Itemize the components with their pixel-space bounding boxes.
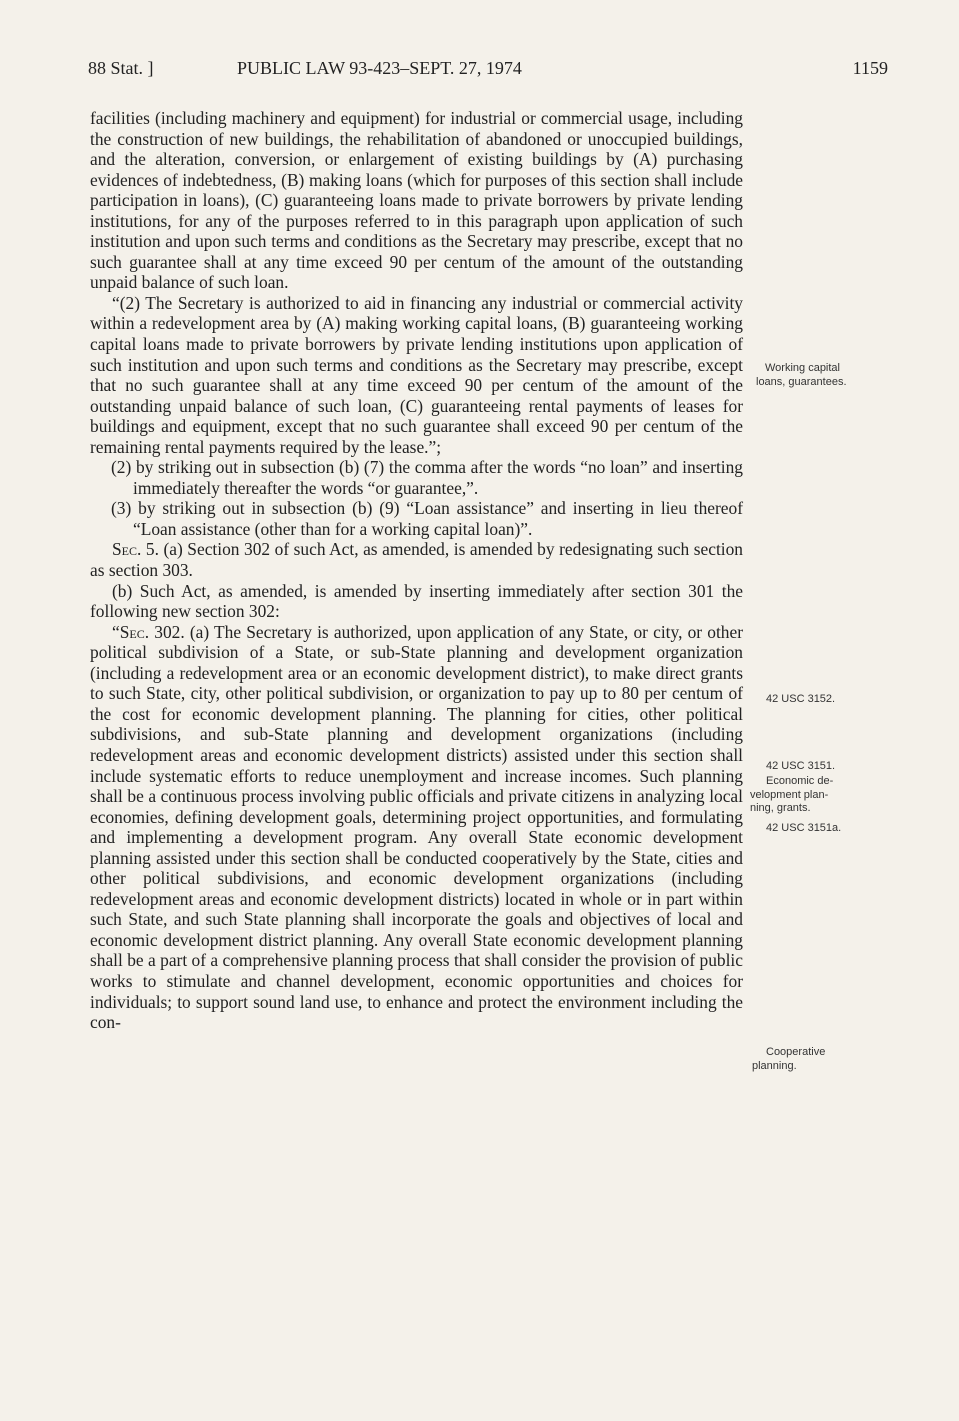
margin-note-cooperative-planning: Cooperative planning. (752, 1046, 826, 1072)
paragraph-facilities: facilities (including machinery and equipment) for industrial or commercial usage, including the construction of new buildings, the rehabilitation of abandoned or unoccupied buildings, and the alteration, conversion, or enlargement of existing buildings by (A) purchasing evidences of indebtedness, (B) making loans (which for purposes of this section shall include participation in loans), (C) guaranteeing loans made to private borrowers by private lending institutions, for any of the purposes referred to in this paragraph upon application of such institution and upon such terms and conditions as the Secretary may prescribe, except that no such guarantee shall at any time exceed 90 per centum of the amount of the outstanding unpaid balance of such loan. (90, 108, 743, 293)
margin-note-economic-development: Economic de- velopment plan- ning, grants. (750, 775, 834, 815)
body-text (90, 108, 743, 1033)
section-5-paragraph (90, 539, 743, 580)
section-label: Sec. 5. (112, 539, 159, 560)
paragraph-working-capital: “(2) The Secretary is authorized to aid in financing any industrial or commercial activity within a redevelopment area by (A) making working capital loans, (B) guaranteeing working capital loans made to private borrowers by private lending institutions upon application of such institution and upon such terms and conditions as the Secretary may prescribe, except that no such guarantee shall at any time exceed 90 per centum of the amount of the outstanding unpaid balance of such loan, (C) guaranteeing rental payments of leases for buildings and equipment, except that no such guarantee shall exceed 90 per centum of the remaining rental payments required by the lease.”; (90, 292, 743, 457)
page-number: 1159 (852, 58, 888, 78)
running-title: PUBLIC LAW 93-423–SEPT. 27, 1974 (237, 58, 522, 78)
amendment-item-2: (2) by striking out in subsection (b) (7) the comma after the words “no loan” and inserting immediately thereafter the words “or guarantee,”. (111, 457, 743, 498)
section-5-text: (a) Section 302 of such Act, as amended, is amended by redesignating such section as section 303. (90, 539, 743, 581)
margin-note-usc-3151: 42 USC 3151. (766, 760, 836, 772)
page-header (88, 58, 888, 82)
amendment-item-3: (3) by striking out in subsection (b) (9) “Loan assistance” and inserting in lieu thereof “Loan assistance (other than for a working capital loan)”. (111, 498, 743, 539)
section-302-paragraph (90, 622, 743, 1033)
statute-reference: 88 Stat. ] (88, 58, 154, 78)
subsection-b-paragraph: (b) Such Act, as amended, is amended by inserting immediately after section 301 the following new section 302: (90, 580, 743, 622)
section-302-text: (a) The Secretary is authorized, upon application of any State, or city, or other political subdivision of a State, or sub-State planning and development organization (including a redevelopment area or an economic development district), to make direct grants to such State, city, other political subdivision, or organization to pay up to 80 per centum of the cost for economic development planning. The planning for cities, other political subdivisions, and sub-State planning and development organizations (including redevelopment areas and economic development districts) assisted under this section shall include systematic efforts to reduce unemployment and increase incomes. Such planning shall be a continuous process involving public officials and private citizens in analyzing local economies, defining development goals, determining project opportunities, and formulating and implementing a development program. Any overall State economic development planning assisted under this section shall be conducted cooperatively by the State, cities and other political subdivisions, and economic development organizations (including redevelopment areas and economic development districts) located in whole or in part within such State, and such State planning shall incorporate the goals and objectives of local and economic development district planning. Any overall State economic development planning shall be a part of a comprehensive planning process that shall consider the provision of public works to stimulate and channel development, economic opportunities and choices for individuals; to support sound land use, to enhance and protect the environment including the con- (90, 621, 743, 1033)
margin-note-usc-3151a: 42 USC 3151a. (766, 822, 842, 834)
margin-note-usc-3152: 42 USC 3152. (766, 693, 836, 705)
section-label: “Sec. 302. (112, 621, 185, 642)
margin-note-working-capital: Working capital loans, guarantees. (756, 362, 847, 388)
